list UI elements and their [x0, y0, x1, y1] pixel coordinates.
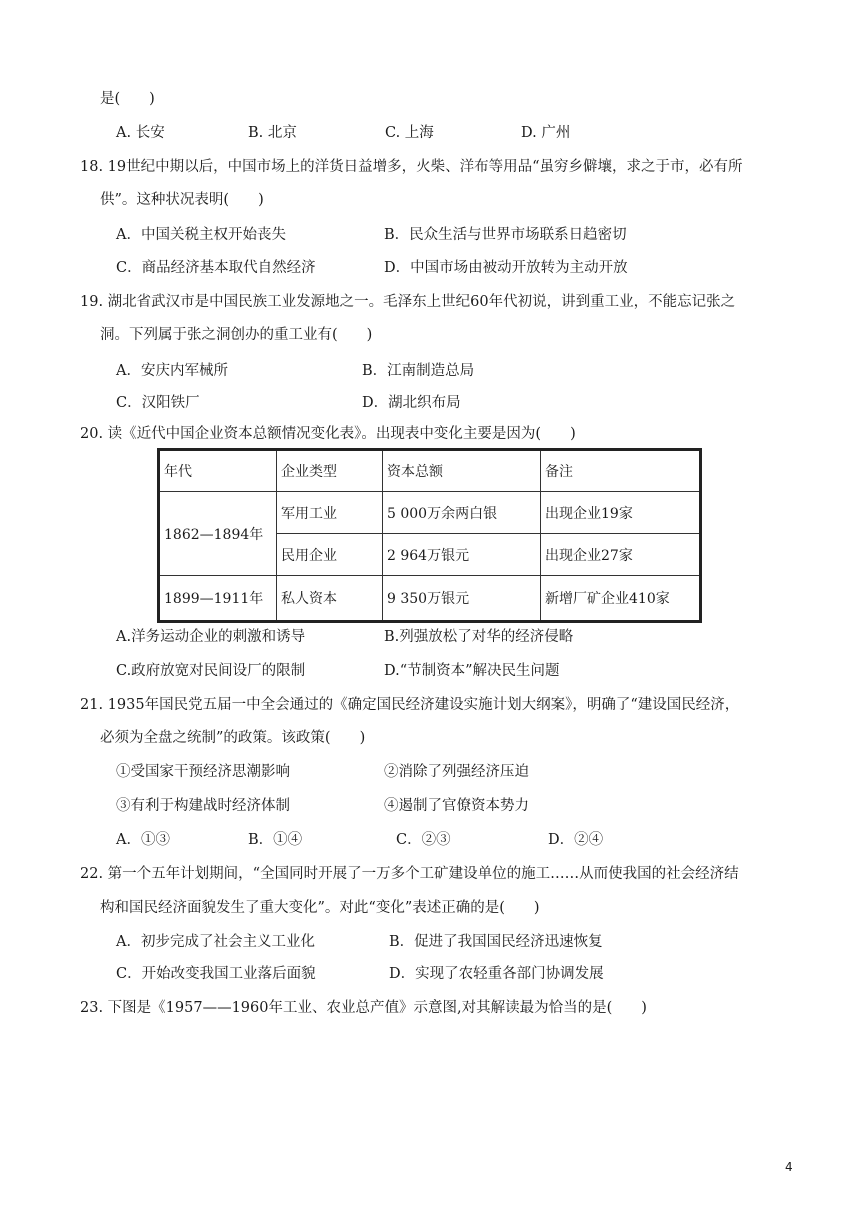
- q22-option-a: A．初步完成了社会主义工业化: [116, 934, 315, 950]
- q21-statement-3: ③有利于构建战时经济体制: [116, 798, 290, 814]
- q20-option-c: C.政府放宽对民间设厂的限制: [116, 663, 306, 679]
- table-row: [159, 492, 701, 534]
- q18-stem-line1: 18. 19世纪中期以后，中国市场上的洋货日益增多，火柴、洋布等用品“虽穷乡僻壤，求之于市，必有所: [80, 159, 743, 175]
- table-cell: 军用工业: [277, 492, 383, 534]
- q20-option-a: A.洋务运动企业的刺激和诱导: [116, 629, 306, 645]
- q19-stem-line1: 19. 湖北省武汉市是中国民族工业发源地之一。毛泽东上世纪60年代初说，讲到重工业，不能忘记张之: [80, 294, 736, 310]
- q17-tail-text: 是( ): [100, 91, 155, 107]
- q19-option-d: D．湖北织布局: [362, 395, 461, 411]
- q22-option-b: B．促进了我国国民经济迅速恢复: [389, 934, 603, 950]
- q22-stem-line2: 构和国民经济面貌发生了重大变化”。对此“变化”表述正确的是( ): [100, 900, 540, 916]
- table-header-cell: 资本总额: [383, 450, 541, 492]
- q20-option-b: B.列强放松了对华的经济侵略: [384, 629, 574, 645]
- table-header-cell: 年代: [159, 450, 277, 492]
- table-cell: 5 000万余两白银: [383, 492, 541, 534]
- table-cell: 私人资本: [277, 576, 383, 622]
- q17-option-d: D. 广州: [521, 125, 571, 141]
- q22-option-d: D．实现了农轻重各部门协调发展: [389, 966, 604, 982]
- table-row: [159, 576, 701, 622]
- table-cell: 出现企业19家: [541, 492, 701, 534]
- q18-option-b: B．民众生活与世界市场联系日趋密切: [384, 227, 627, 243]
- q21-statement-1: ①受国家干预经济思潮影响: [116, 764, 290, 780]
- q22-option-c: C．开始改变我国工业落后面貌: [116, 966, 316, 982]
- table-cell: 民用企业: [277, 534, 383, 576]
- q19-option-c: C．汉阳铁厂: [116, 395, 200, 411]
- table-cell: 2 964万银元: [383, 534, 541, 576]
- table-header-cell: 企业类型: [277, 450, 383, 492]
- q21-option-a: A．①③: [116, 832, 170, 848]
- q18-stem-line2: 供”。这种状况表明( ): [100, 192, 264, 208]
- q18-option-a: A．中国关税主权开始丧失: [116, 227, 286, 243]
- q21-option-d: D．②④: [548, 832, 604, 848]
- q21-option-b: B．①④: [248, 832, 303, 848]
- table-header-row: [159, 450, 701, 492]
- q21-statement-2: ②消除了列强经济压迫: [384, 764, 529, 780]
- table-cell: 新增厂矿企业410家: [541, 576, 701, 622]
- table-period-cell: 1899—1911年: [159, 576, 277, 622]
- table-cell: 出现企业27家: [541, 534, 701, 576]
- q23-stem-line1: 23. 下图是《1957——1960年工业、农业总产值》示意图,对其解读最为恰当的是( ): [80, 1000, 647, 1016]
- table-cell: 9 350万银元: [383, 576, 541, 622]
- q18-option-d: D．中国市场由被动开放转为主动开放: [384, 260, 628, 276]
- q21-stem-line1: 21. 1935年国民党五届一中全会通过的《确定国民经济建设实施计划大纲案》，明确了“建设国民经济，: [80, 697, 740, 713]
- q22-stem-line1: 22. 第一个五年计划期间，“全国同时开展了一万多个工矿建设单位的施工……从而使我国的社会经济结: [80, 866, 739, 882]
- table-header-cell: 备注: [541, 450, 701, 492]
- q21-option-c: C．②③: [396, 832, 451, 848]
- q19-option-a: A．安庆内军械所: [116, 363, 228, 379]
- q21-stem-line2: 必须为全盘之统制”的政策。该政策( ): [100, 730, 366, 746]
- q19-stem-line2: 洞。下列属于张之洞创办的重工业有( ): [100, 327, 373, 343]
- q21-statement-4: ④遏制了官僚资本势力: [384, 798, 529, 814]
- q18-option-c: C．商品经济基本取代自然经济: [116, 260, 316, 276]
- capital-table: [157, 448, 702, 623]
- q17-option-c: C. 上海: [385, 125, 434, 141]
- q20-option-d: D.“节制资本”解决民生问题: [384, 663, 560, 679]
- table-period-cell: 1862—1894年: [159, 492, 277, 576]
- q17-option-b: B. 北京: [248, 125, 297, 141]
- q17-option-a: A. 长安: [116, 125, 165, 141]
- page-number: 4: [785, 1160, 793, 1174]
- q20-stem-line1: 20. 读《近代中国企业资本总额情况变化表》。出现表中变化主要是因为( ): [80, 426, 576, 442]
- q19-option-b: B．江南制造总局: [362, 363, 475, 379]
